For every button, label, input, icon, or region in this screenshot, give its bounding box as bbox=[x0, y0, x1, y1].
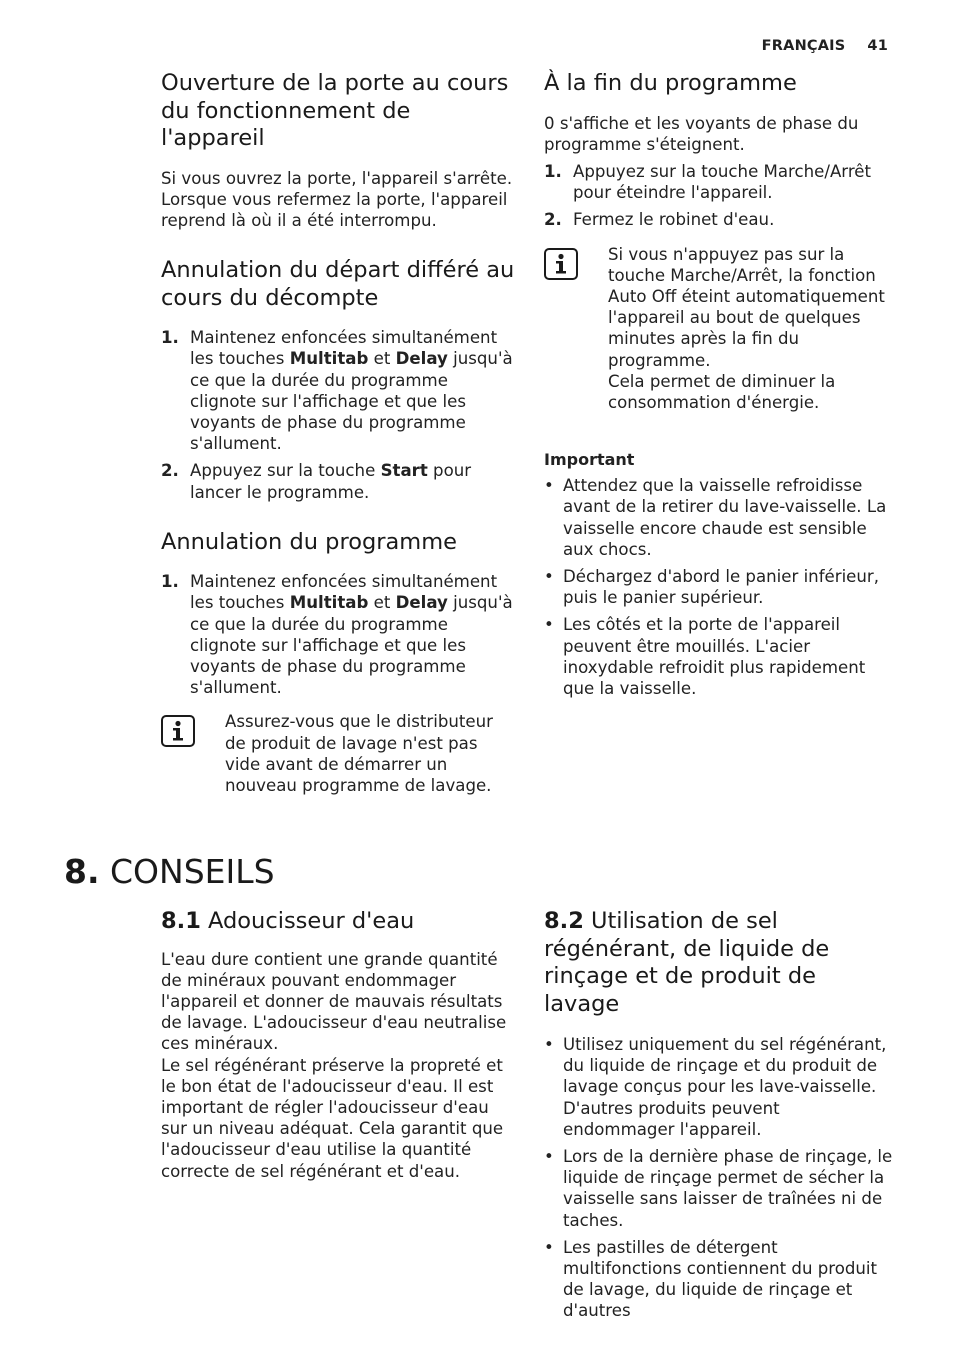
auto-off-note-text: Si vous n'appuyez pas sur la touche Marche/Arrêt, la fonction Auto Off éteint automatiquement l'appareil au bout de quelques minutes après la fin du programme. bbox=[608, 244, 885, 370]
key-delay: Delay bbox=[395, 593, 448, 613]
chapter-number: 8. bbox=[64, 852, 100, 891]
door-opening-heading: Ouverture de la porte au cours du fonctionnement de l'appareil bbox=[161, 70, 509, 151]
header-language: FRANÇAIS bbox=[761, 38, 846, 54]
step-number: 1. bbox=[161, 572, 179, 592]
key-multitab: Multitab bbox=[289, 349, 369, 369]
step-text: et bbox=[368, 349, 396, 369]
info-icon bbox=[161, 715, 195, 747]
info-note bbox=[544, 244, 896, 414]
list-item: • Lors de la dernière phase de rinçage, le liquide de rinçage permet de sécher la vaisselle sans laisser de traînées ni de taches. bbox=[544, 1146, 896, 1231]
step-text: Fermez le robinet d'eau. bbox=[573, 210, 775, 230]
water-softener-text-2: Le sel régénérant préserve la propreté et le bon état de l'adoucisseur d'eau. Il est important de régler l'adoucisseur d'eau sur un niveau adéquat. Cela garantit que l'adoucisseur d'eau utilise la quantité correcte de sel régénérant et d'eau. bbox=[161, 1055, 504, 1181]
list-item bbox=[161, 460, 515, 502]
page-number: 41 bbox=[867, 38, 888, 54]
step-text: jusqu'à ce que la durée du programme clignote sur l'affichage et que les voyants de phase du programme s'allument. bbox=[190, 349, 513, 454]
step-text: Maintenez enfoncées simultanément les touches bbox=[190, 328, 498, 369]
running-header bbox=[762, 38, 888, 54]
list-item: • Les pastilles de détergent multifonctions contiennent du produit de lavage, du liquide de rinçage et d'autres bbox=[544, 1237, 896, 1322]
section-8-2 bbox=[544, 908, 896, 1322]
key-delay: Delay bbox=[395, 349, 448, 369]
step-text: Maintenez enfoncées simultanément les touches bbox=[190, 572, 498, 613]
key-start: Start bbox=[380, 461, 428, 481]
right-column bbox=[544, 70, 896, 699]
cancel-delay-steps bbox=[161, 327, 515, 503]
section-number: 8.1 bbox=[161, 908, 201, 934]
section-number: 8.2 bbox=[544, 908, 584, 934]
end-program-heading: À la fin du programme bbox=[544, 70, 797, 96]
key-multitab: Multitab bbox=[289, 593, 369, 613]
cancel-program-heading: Annulation du programme bbox=[161, 528, 457, 555]
section-title: Utilisation de sel régénérant, de liquide de rinçage et de produit de lavage bbox=[544, 908, 830, 1017]
important-list bbox=[544, 475, 896, 699]
step-number: 1. bbox=[544, 161, 562, 181]
step-text: Appuyez sur la touche Marche/Arrêt pour éteindre l'appareil. bbox=[573, 161, 871, 203]
step-text: Appuyez sur la touche bbox=[190, 461, 381, 481]
step-text: jusqu'à ce que la durée du programme clignote sur l'affichage et que les voyants de phase du programme s'allument. bbox=[190, 593, 513, 698]
list-item bbox=[544, 209, 896, 230]
section-title: Adoucisseur d'eau bbox=[208, 908, 415, 934]
step-number: 2. bbox=[161, 461, 179, 481]
end-program-intro: 0 s'affiche et les voyants de phase du programme s'éteignent. bbox=[544, 113, 859, 154]
section-8-1 bbox=[161, 908, 515, 1182]
cancel-program-steps bbox=[161, 571, 515, 698]
section-8-1-heading bbox=[161, 908, 515, 936]
left-column bbox=[161, 70, 515, 796]
water-softener-text-1: L'eau dure contient une grande quantité de minéraux pouvant endommager l'appareil et donner de mauvais résultats de lavage. L'adoucisseur d'eau neutralise ces minéraux. bbox=[161, 949, 507, 1054]
list-item: • Utilisez uniquement du sel régénérant, du liquide de rinçage et du produit de lavage conçus pour les lave-vaisselle. D'autres produits peuvent endommager l'appareil. bbox=[544, 1034, 896, 1140]
cancel-delay-heading: Annulation du départ différé au cours du décompte bbox=[161, 257, 515, 311]
list-item bbox=[161, 571, 515, 698]
info-note bbox=[161, 711, 515, 796]
list-item: • Les côtés et la porte de l'appareil peuvent être mouillés. L'acier inoxydable refroidit plus rapidement que la vaisselle. bbox=[544, 614, 896, 699]
list-item bbox=[161, 327, 515, 454]
info-note-text: Assurez-vous que le distributeur de produit de lavage n'est pas vide avant de démarrer un nouveau programme de lavage. bbox=[225, 712, 493, 796]
list-item: • Attendez que la vaisselle refroidisse avant de la retirer du lave-vaisselle. La vaisselle encore chaude est sensible aux chocs. bbox=[544, 475, 896, 560]
step-text: pour lancer le programme. bbox=[190, 461, 472, 502]
end-program-steps bbox=[544, 161, 896, 231]
chapter-heading bbox=[64, 852, 275, 892]
energy-note-text: Cela permet de diminuer la consommation d'énergie. bbox=[608, 371, 836, 412]
chapter-title: CONSEILS bbox=[110, 852, 275, 891]
section-8-2-heading bbox=[544, 908, 896, 1018]
step-number: 1. bbox=[161, 328, 179, 348]
detergent-list bbox=[544, 1034, 896, 1322]
list-item: • Déchargez d'abord le panier inférieur, puis le panier supérieur. bbox=[544, 566, 896, 608]
info-icon bbox=[544, 248, 578, 280]
step-number: 2. bbox=[544, 210, 562, 230]
step-text: et bbox=[368, 593, 396, 613]
list-item bbox=[544, 161, 896, 203]
door-opening-text: Si vous ouvrez la porte, l'appareil s'arrête. Lorsque vous refermez la porte, l'appareil reprend là où il a été interrompu. bbox=[161, 168, 513, 230]
important-label: Important bbox=[544, 450, 635, 470]
